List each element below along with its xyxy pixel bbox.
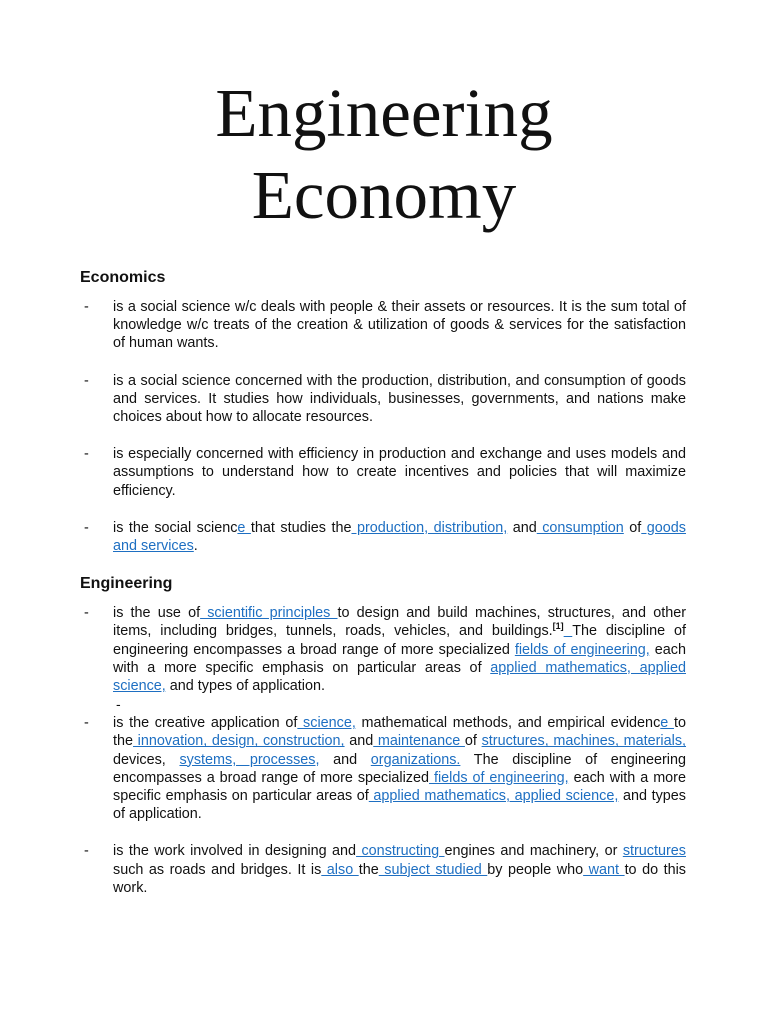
economics-list — [80, 298, 686, 555]
text: is the social scienc — [113, 519, 238, 536]
hyperlink-science[interactable]: science, — [297, 715, 356, 732]
bullet-dash: - — [84, 446, 89, 463]
text: devices, — [113, 751, 180, 768]
text: engines and machinery, or — [444, 843, 623, 860]
title-line-2: Economy — [251, 157, 517, 233]
bullet-dash: - — [84, 299, 89, 315]
hyperlink-also[interactable]: also — [321, 861, 359, 878]
hyperlink-innovation-design-construction[interactable]: innovation, design, construction, — [133, 733, 345, 750]
page-title — [80, 72, 686, 236]
text: that studies the — [250, 519, 352, 536]
hyperlink-applied-mathematics-science[interactable]: applied mathematics, applied science, — [113, 659, 686, 695]
hyperlink-want[interactable]: want — [583, 861, 625, 878]
item-text: is especially concerned with efficiency in production and exchange and uses models and assumptions to understand how to create incentives and policies that will maximize efficiency. — [113, 446, 686, 499]
hyperlink-structures[interactable]: structures — [622, 843, 686, 860]
text: . — [193, 538, 198, 555]
engineering-list — [80, 604, 686, 695]
text: and types of application. — [113, 788, 686, 823]
hyperlink-production-distribution[interactable]: production, distribution, — [351, 519, 508, 536]
list-item — [80, 842, 686, 897]
text: is the use of — [113, 605, 201, 622]
hyperlink[interactable]: e — [660, 715, 674, 732]
text: is the creative application of — [113, 715, 298, 732]
hyperlink-fields-of-engineering[interactable]: fields of engineering, — [514, 641, 650, 658]
hyperlink-maintenance[interactable]: maintenance — [373, 733, 465, 750]
list-item — [80, 298, 686, 353]
text: each with a more specific emphasis on particular areas of — [113, 641, 686, 676]
hyperlink[interactable]: e — [237, 519, 251, 536]
text: and — [344, 733, 374, 750]
text: The discipline of engineering encompasses a broad range of more specialized — [113, 751, 686, 786]
text: each with a more specific emphasis on particular areas of — [113, 769, 686, 805]
list-item — [80, 372, 686, 427]
text: to design and build machines, structures, and other items, including bridges, tunnels, roads, vehicles, and buildings. — [113, 605, 686, 640]
text: The discipline of engineering encompasses a broad range of more specialized — [113, 623, 686, 658]
hyperlink-consumption[interactable]: consumption — [536, 519, 624, 536]
section-heading-engineering: Engineering — [80, 575, 173, 593]
stray-dash: - — [116, 696, 121, 713]
item-text: is a social science w/c deals with people & their assets or resources. It is the sum total of knowledge w/c treats of the creation & utilization of goods & services for the satisfaction of human wants. — [113, 299, 686, 352]
item-text: is a social science concerned with the production, distribution, and consumption of goods and services. It studies how individuals, businesses, governments, and nations make choices about how to allocate resources. — [113, 372, 686, 426]
text: such as roads and bridges. It is — [113, 861, 322, 878]
hyperlink-scientific-principles[interactable]: scientific principles — [200, 605, 338, 622]
hyperlink-goods-and-services[interactable]: goods and services — [113, 519, 686, 555]
hyperlink-applied-mathematics-science[interactable]: applied mathematics, applied science, — [368, 788, 619, 805]
hyperlink-constructing[interactable]: constructing — [356, 843, 445, 860]
bullet-dash: - — [84, 372, 89, 389]
hyperlink-structures-machines-materials[interactable]: structures, machines, materials, — [481, 733, 687, 750]
list-item — [80, 604, 686, 695]
list-item — [80, 714, 686, 823]
bullet-dash: - — [84, 843, 89, 860]
text: the — [358, 861, 379, 878]
title-line-1: Engineering — [215, 75, 553, 151]
text: of — [623, 519, 642, 536]
hyperlink-systems-processes[interactable]: systems, processes, — [179, 751, 320, 768]
section-heading-economics: Economics — [80, 269, 166, 286]
text: and types of application. — [165, 678, 326, 695]
footnote-reference[interactable]: [1] — [552, 621, 564, 632]
hyperlink[interactable] — [564, 623, 573, 639]
hyperlink-organizations[interactable]: organizations. — [370, 751, 461, 768]
text: and — [507, 519, 537, 536]
text: of — [464, 733, 482, 750]
list-item — [80, 519, 686, 555]
hyperlink-fields-of-engineering[interactable]: fields of engineering, — [429, 769, 569, 786]
text: is the work involved in designing and — [113, 843, 357, 860]
bullet-dash: - — [84, 519, 89, 536]
hyperlink-subject-studied[interactable]: subject studied — [378, 861, 488, 878]
list-item — [80, 445, 686, 500]
text: to do this work. — [113, 861, 686, 896]
text: mathematical methods, and empirical evidenc — [355, 715, 661, 732]
text: to the — [113, 715, 686, 750]
bullet-dash: - — [84, 715, 89, 732]
bullet-dash: - — [84, 605, 89, 622]
text: and — [319, 751, 371, 768]
text: by people who — [487, 861, 584, 878]
engineering-list-continued — [80, 714, 686, 897]
